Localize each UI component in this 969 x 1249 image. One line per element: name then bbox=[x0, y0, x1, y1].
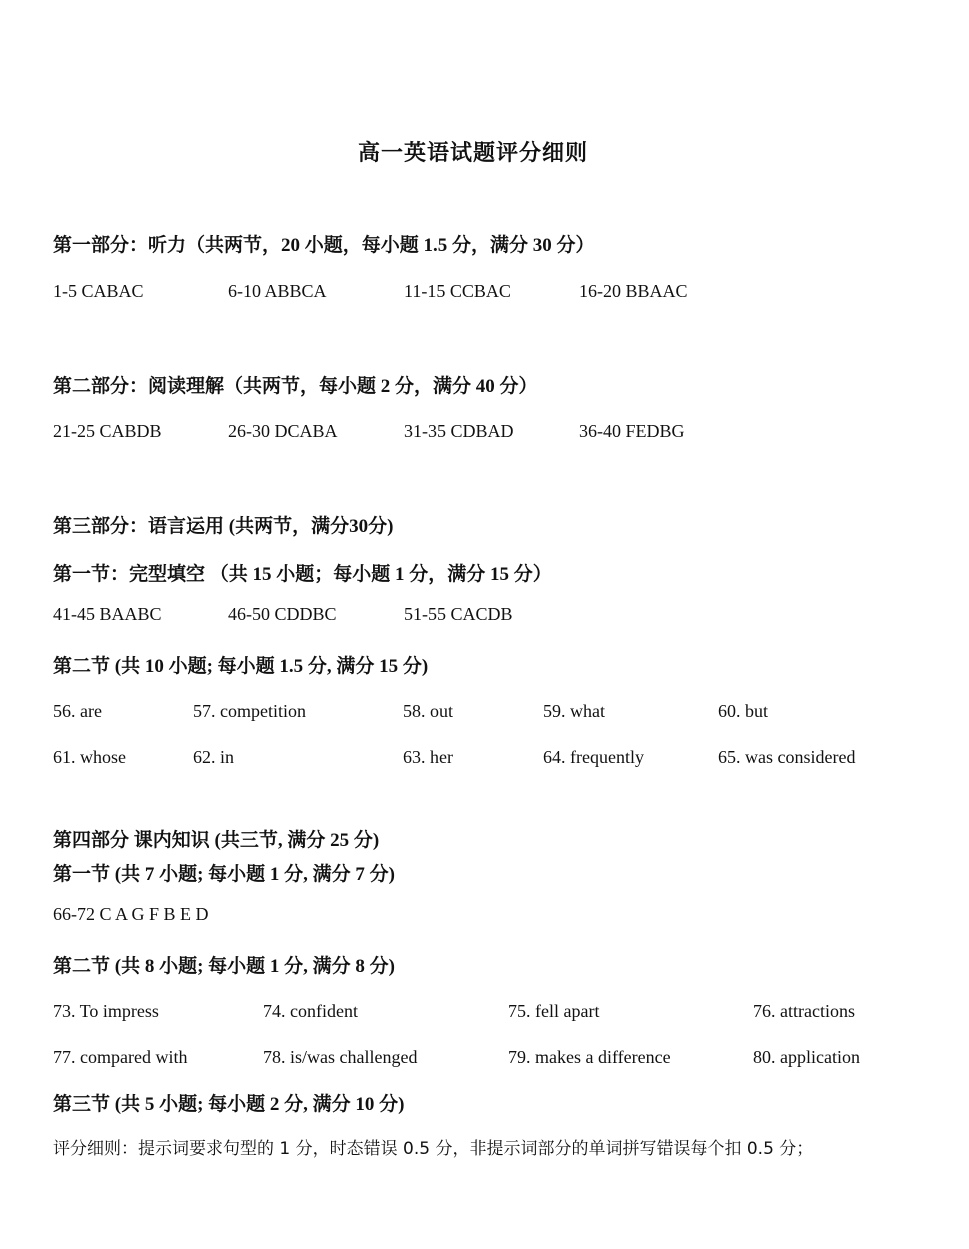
part2-heading: 第二部分：阅读理解（共两节，每小题 2 分，满分 40 分） bbox=[53, 376, 538, 397]
part4-heading: 第四部分 课内知识 (共三节, 满分 25 分) bbox=[53, 830, 380, 851]
part3-section2-answer: 57. competition bbox=[193, 701, 306, 721]
part3-section1-answer: 41-45 BAABC bbox=[53, 604, 162, 624]
part3-section2-heading: 第二节 (共 10 小题; 每小题 1.5 分, 满分 15 分) bbox=[53, 656, 429, 677]
part3-section2-answer: 61. whose bbox=[53, 747, 126, 767]
part4-section2-answer: 80. application bbox=[753, 1047, 860, 1067]
part4-section2-answer: 79. makes a difference bbox=[508, 1047, 671, 1067]
part4-section1-answer: 66-72 C A G F B E D bbox=[53, 904, 209, 924]
page-title: 高一英语试题评分细则 bbox=[358, 140, 589, 165]
part3-section1-answer: 51-55 CACDB bbox=[404, 604, 513, 624]
part3-section2-answer: 62. in bbox=[193, 747, 235, 767]
part4-section1-heading: 第一节 (共 7 小题; 每小题 1 分, 满分 7 分) bbox=[53, 864, 395, 885]
part3-heading: 第三部分：语言运用 (共两节，满分30分) bbox=[53, 516, 394, 537]
part4-section2-answer: 77. compared with bbox=[53, 1047, 188, 1067]
part4-section2-answer: 76. attractions bbox=[753, 1001, 855, 1021]
part3-section1-heading: 第一节：完型填空 （共 15 小题；每小题 1 分，满分 15 分） bbox=[53, 564, 552, 585]
scoring-note: 评分细则：提示词要求句型的 1 分，时态错误 0.5 分，非提示词部分的单词拼写错误每个扣 0.5 分； bbox=[53, 1139, 814, 1159]
part4-section2-answer: 74. confident bbox=[263, 1001, 358, 1021]
part3-section2-answer: 60. but bbox=[718, 701, 769, 721]
part2-answer: 31-35 CDBAD bbox=[404, 421, 514, 441]
part1-answer: 16-20 BBAAC bbox=[579, 281, 688, 301]
part4-section2-answer: 75. fell apart bbox=[508, 1001, 600, 1021]
part4-section3-heading: 第三节 (共 5 小题; 每小题 2 分, 满分 10 分) bbox=[53, 1094, 405, 1115]
part3-section2-answer: 56. are bbox=[53, 701, 102, 721]
part3-section2-answer: 65. was considered bbox=[718, 747, 856, 767]
part1-heading: 第一部分：听力（共两节，20 小题，每小题 1.5 分，满分 30 分） bbox=[53, 235, 595, 256]
part1-answer: 1-5 CABAC bbox=[53, 281, 144, 301]
part2-answer: 36-40 FEDBG bbox=[579, 421, 685, 441]
part3-section2-answer: 63. her bbox=[403, 747, 453, 767]
part1-answer: 11-15 CCBAC bbox=[404, 281, 511, 301]
part4-section2-heading: 第二节 (共 8 小题; 每小题 1 分, 满分 8 分) bbox=[53, 956, 395, 977]
part3-section2-answer: 59. what bbox=[543, 701, 605, 721]
part3-section1-answer: 46-50 CDDBC bbox=[228, 604, 337, 624]
part3-section2-answer: 58. out bbox=[403, 701, 454, 721]
part2-answer: 26-30 DCABA bbox=[228, 421, 338, 441]
part4-section2-answer: 78. is/was challenged bbox=[263, 1047, 418, 1067]
part3-section2-answer: 64. frequently bbox=[543, 747, 644, 767]
part1-answer: 6-10 ABBCA bbox=[228, 281, 327, 301]
part2-answer: 21-25 CABDB bbox=[53, 421, 162, 441]
part4-section2-answer: 73. To impress bbox=[53, 1001, 159, 1021]
